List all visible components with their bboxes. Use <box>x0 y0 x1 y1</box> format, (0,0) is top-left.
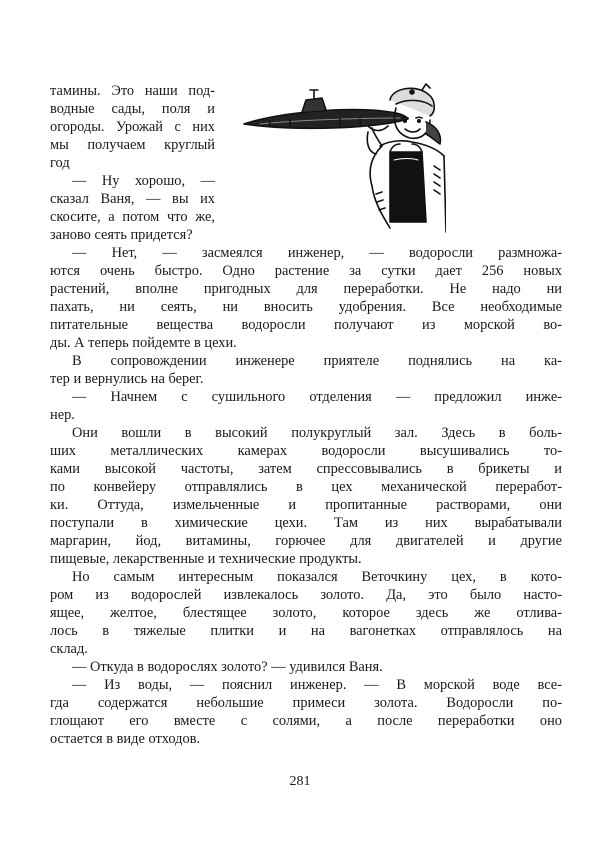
text-line: лось в тяжелые плитки и на вагонетках отправлялось на <box>50 623 562 639</box>
text-line: — Откуда в водорослях золото? — удивился Ваня. <box>72 659 383 675</box>
text-line: ящее, желтое, блестящее золото, которое здесь же отлива- <box>50 605 562 621</box>
text-line: растений, вполне пригодных для переработки. Не надо ни <box>50 281 562 297</box>
text-line: ки. Оттуда, измельченные и пропитанные растворами, они <box>50 497 562 513</box>
text-line: глощают его вместе с солями, а после переработки оно <box>50 713 562 729</box>
text-line: ших металлических камерах водоросли высушивались то- <box>50 443 562 459</box>
text-line: маргарин, йод, витамины, горючее для двигателей и другие <box>50 533 562 549</box>
text-line: Они вошли в высокий полукруглый зал. Здесь в боль- <box>72 425 562 441</box>
text-line: мы получаем круглый <box>50 137 215 153</box>
text-line: ются очень быстро. Одно растение за сутки дает 256 новых <box>50 263 562 279</box>
text-line: огороды. Урожай с них <box>50 119 215 135</box>
text-line: — Ну хорошо, — <box>72 173 215 189</box>
text-line: В сопровождении инженере приятеле поднялись на ка- <box>72 353 562 369</box>
text-line: ками высокой частоты, затем спрессовывались в брикеты и <box>50 461 562 477</box>
text-line: пахать, ни сеять, ни вносить удобрения. Все необходимые <box>50 299 562 315</box>
text-line: склад. <box>50 641 88 657</box>
text-line: ром из водорослей извлекалось золото. Да, это было насто- <box>50 587 562 603</box>
text-line: Но самым интересным показался Веточкину цех, в кото- <box>72 569 562 585</box>
text-line: — Начнем с сушильного отделения — предложил инже- <box>72 389 562 405</box>
text-line: — Из воды, — пояснил инженер. — В морской воде все- <box>72 677 562 693</box>
text-line: водные сады, поля и <box>50 101 215 117</box>
text-line: тер и вернулись на берег. <box>50 371 204 387</box>
text-line: остается в виде отходов. <box>50 731 201 747</box>
text-line: гда содержатся небольшие примеси золота. Водоросли по- <box>50 695 562 711</box>
text-line: сказал Ваня, — вы их <box>50 191 215 207</box>
page-number: 281 <box>289 774 311 789</box>
boy-carrying-submarine-illustration <box>240 82 446 234</box>
text-line: — Нет, — засмеялся инженер, — водоросли размножа- <box>72 245 562 261</box>
text-line: скосите, а потом что же, <box>50 209 215 225</box>
text-line: ды. А теперь пойдемте в цехи. <box>50 335 237 351</box>
text-line: по конвейеру отправлялись в цех механической переработ- <box>50 479 562 495</box>
text-line: год <box>50 155 70 171</box>
text-line: питательные вещества водоросли получают из морской во- <box>50 317 562 333</box>
text-line: пищевые, лекарственные и технические продукты. <box>50 551 362 567</box>
text-line: тамины. Это наши под- <box>50 83 215 99</box>
text-line: поступали в химические цехи. Там из них вырабатывали <box>50 515 562 531</box>
text-line: заново сеять придется? <box>50 227 193 243</box>
text-line: нер. <box>50 407 75 423</box>
